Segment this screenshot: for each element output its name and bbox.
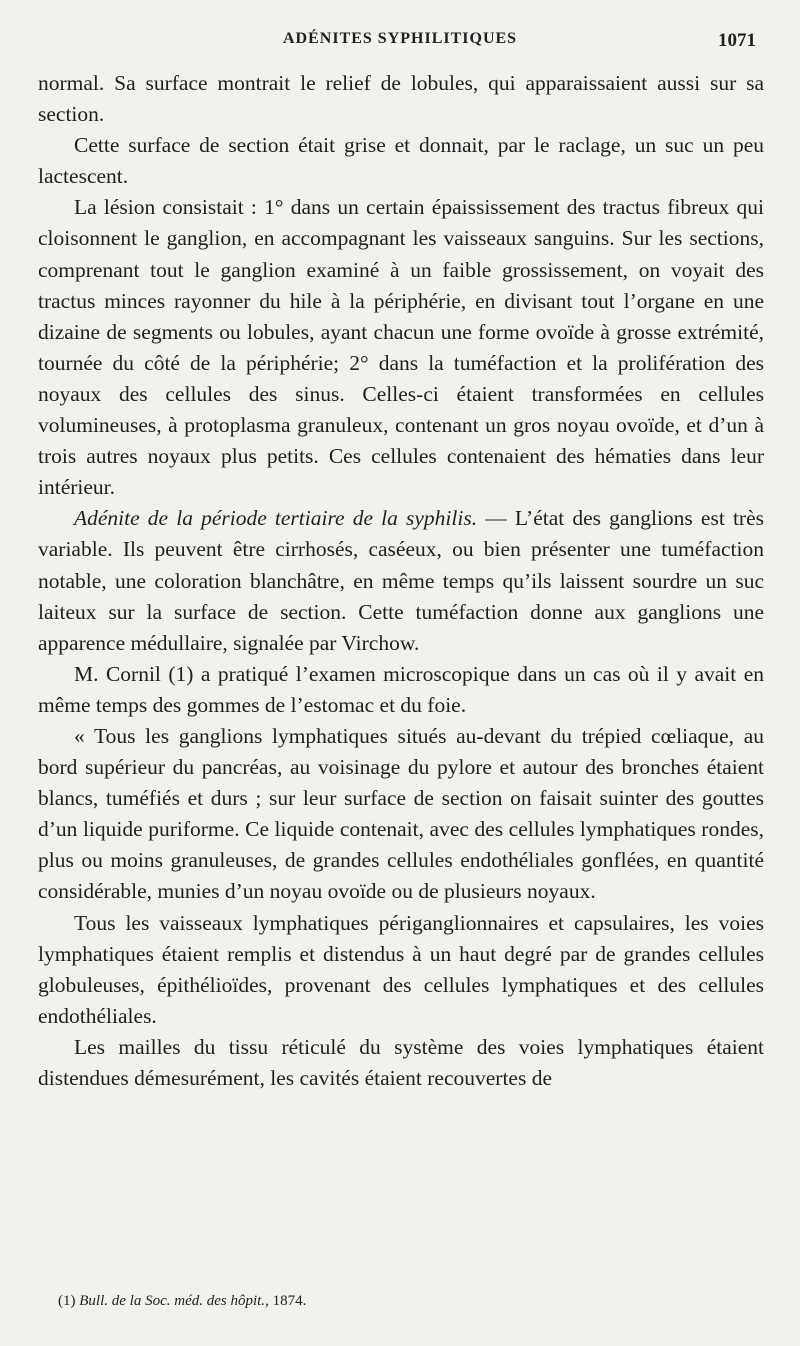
- section-heading-tertiary-adenitis: Adénite de la période tertiaire de la syphilis.: [74, 506, 478, 531]
- paragraph-3: La lésion consistait : 1° dans un certain épaississement des tractus fibreux qui cloisonnent le ganglion, en accompagnant les vaisseaux sanguins. Sur les sections, comprenant tout le ganglion examiné à un faible grossissement, on voyait des tractus minces rayonner du hile à la périphérie, en divisant tout l’organe en une dizaine de segments ou lobules, ayant chacun une forme ovoïde à grosse extrémité, tournée du côté de la périphérie; 2° dans la tuméfaction et la prolifération des noyaux des cellules des sinus. Celles-ci étaient transformées en cellules volumineuses, à protoplasma granuleux, contenant un gros noyau ovoïde, et d’un à trois autres noyaux plus petits. Ces cellules contenaient des hématies dans leur intérieur.: [38, 195, 764, 500]
- paragraph-7: Tous les vaisseaux lymphatiques périganglionnaires et capsulaires, les voies lymphatiques étaient remplis et distendus à un haut degré par de grandes cellules globuleuses, épithélioïdes, provenant des cellules lymphatiques et des cellules endothéliales.: [38, 910, 764, 1028]
- paragraph-1: normal. Sa surface montrait le relief de lobules, qui apparaissaient aussi sur sa section.: [38, 71, 764, 127]
- paragraph-8: Les mailles du tissu réticulé du système des voies lymphatiques étaient distendues démesurément, les cavités étaient recouvertes de: [38, 1034, 764, 1090]
- footnote: [58, 1293, 306, 1310]
- paragraph-2: Cette surface de section était grise et donnait, par le raclage, un suc un peu lactescent.: [38, 133, 764, 189]
- paragraph-6-quotation: « Tous les ganglions lymphatiques situés au-devant du trépied cœliaque, au bord supérieur du pancréas, au voisinage du pylore et autour des bronches étaient blancs, tuméfiés et durs ; sur leur surface de section on faisait suinter des gouttes d’un liquide puriforme. Ce liquide contenait, avec des cellules lymphatiques rondes, plus ou moins granuleuses, de grandes cellules endothéliales gonflées, en quantité considérable, munies d’un noyau ovoïde ou de plusieurs noyaux.: [38, 723, 764, 904]
- paragraph-4-text: — L’état des ganglions est très variable. Ils peuvent être cirrhosés, caséeux, ou bien présenter une tuméfaction notable, une coloration blanchâtre, en même temps qu’ils laissent sourdre un suc laiteux sur la surface de section. Cette tuméfaction donne aux ganglions une apparence médullaire, signalée par Virchow.: [38, 506, 764, 655]
- paragraph-4: [38, 503, 764, 658]
- footnote-source: Bull. de la Soc. méd. des hôpit.: [79, 1293, 266, 1309]
- footnote-year: , 1874.: [265, 1293, 307, 1309]
- footnote-marker: (1): [58, 1293, 76, 1309]
- paragraph-5: M. Cornil (1) a pratiqué l’examen microscopique dans un cas où il y avait en même temps des gommes de l’estomac et du foie.: [38, 661, 764, 717]
- page-number: 1071: [718, 30, 756, 51]
- page-header: [0, 30, 800, 56]
- running-title: ADÉNITES SYPHILITIQUES: [283, 30, 518, 47]
- body-text: [38, 68, 764, 1094]
